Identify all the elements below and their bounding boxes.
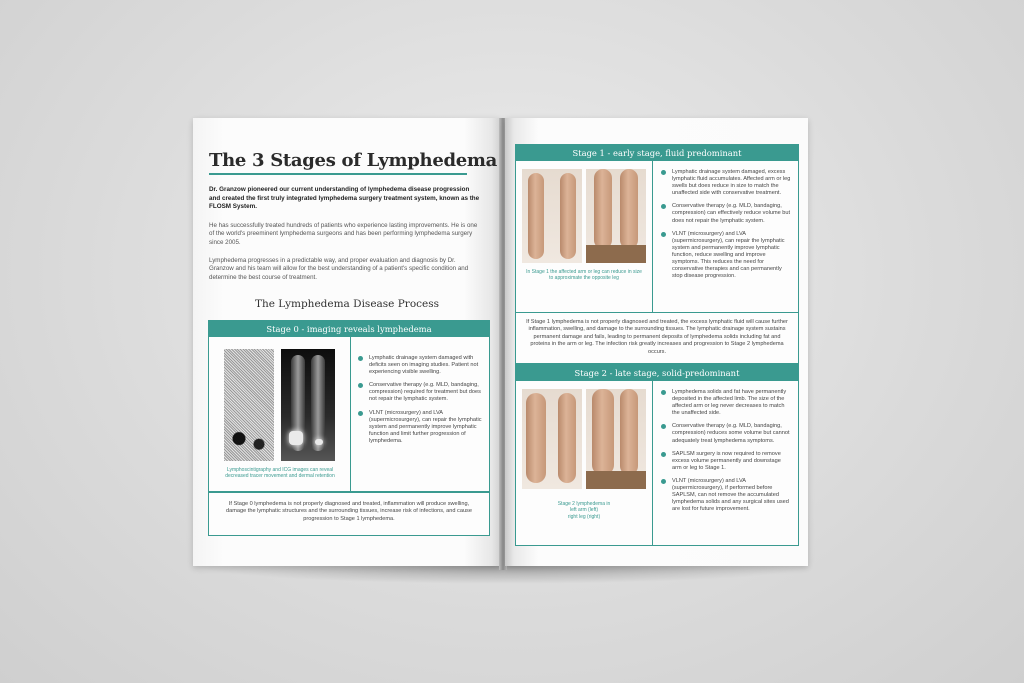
bullet-icon xyxy=(661,390,666,395)
intro-paragraph xyxy=(209,186,481,212)
bullet-icon xyxy=(661,424,666,429)
stage0-bullet: VLNT (microsurgery) and LVA (supermicrosurgery), can repair the lymphatic system and permanently improve lymphatic function and limit further progression of lymphedema. xyxy=(357,410,483,445)
stage2-bullet: Lymphedema solids and fat have permanently deposited in the affected limb. The size of the affected arm or leg never decreases to match the unaffected side. xyxy=(660,389,792,417)
bullet-icon xyxy=(358,356,363,361)
bullet-icon xyxy=(661,170,666,175)
stage0-box xyxy=(208,320,490,492)
stage2-caption-line1: Stage 2 lymphedema in xyxy=(557,501,611,507)
stage2-caption-line2: left arm (left) xyxy=(569,507,599,514)
flosm-link[interactable]: FLOSM System xyxy=(209,203,256,211)
bullet-icon xyxy=(661,452,666,457)
stage2-leg-photo xyxy=(586,389,646,489)
stage2-images xyxy=(516,381,653,545)
stage2-bullet: SAPLSM surgery is now required to remove excess volume permanently and downstage arm or leg to Stage 1. xyxy=(660,451,792,472)
stage0-bullet: Conservative therapy (e.g. MLD, bandaging, compression) required for treatment but does not repair the lymphatic system. xyxy=(357,382,483,403)
bullet-icon xyxy=(661,479,666,484)
stage1-bullet: Lymphatic drainage system damaged, excess lymphatic fluid accumulates. Affected arm or leg swells but does reduce in size to match the unaffected side with conservative treatment. xyxy=(660,169,792,197)
intro-end: . xyxy=(255,203,257,211)
stage1-leg-photo xyxy=(586,169,646,263)
stage1-note: If Stage 1 lymphedema is not properly diagnosed and treated, the excess lymphatic fluid will cause further inflammation, swelling, and damage to the surrounding tissues. The lymphatic drainage system sustains permanent damage and fails, leading to permanent deposits of lymphedema solids including fat and proteins in the arm or leg. The infection risk greatly increases and progression to Stage 2 lymphedema occurs. xyxy=(526,319,788,355)
stage2-box xyxy=(515,364,799,546)
stage2-header: Stage 2 - late stage, solid-predominant xyxy=(516,365,798,381)
stage2-bullets xyxy=(660,389,792,519)
paragraph-2: Lymphedema progresses in a predictable way, and proper evaluation and diagnosis by Dr. Granzow and his team will allow for the best understanding of a patient's specific condition and determine the best course of treatment. xyxy=(209,257,469,281)
stage1-bullet: Conservative therapy (e.g. MLD, bandaging, compression) can effectively reduce volume but does not repair the lymphatic system. xyxy=(660,203,792,224)
lymphoscintigraphy-image xyxy=(224,349,274,461)
stage1-bullet: VLNT (microsurgery) and LVA (supermicrosurgery), can repair the lymphatic system and permanently improve lymphatic function, reduce swelling and improve symptoms. This reduces the need for conservative therapies and can permanently stop disease progression. xyxy=(660,231,792,281)
stage1-caption: In Stage 1 the affected arm or leg can reduce in size to approximate the opposite leg xyxy=(526,269,642,282)
stage1-images xyxy=(516,161,653,313)
bullet-icon xyxy=(661,232,666,237)
stage0-note: If Stage 0 lymphedema is not properly diagnosed and treated, inflammation will produce swelling, damage the lymphatic structures and the surrounding tissues, increase risk of infections, and cause progression to Stage 1 lymphedema. xyxy=(226,501,472,522)
right-page xyxy=(505,118,808,566)
title-underline xyxy=(209,173,467,175)
stage0-bullet: Lymphatic drainage system damaged with deficits seen on imaging studies. Patient not experiencing visible swelling. xyxy=(357,355,483,376)
stage1-bullets xyxy=(660,169,792,286)
stage2-caption xyxy=(536,501,632,520)
stage2-arm-photo xyxy=(522,389,582,489)
intro-text: Dr. Granzow pioneered our current understanding of lymphedema disease progression and created the first truly integrated lymphedema surgery treatment system, known as the xyxy=(209,186,480,202)
stage0-header: Stage 0 - imaging reveals lymphedema xyxy=(209,321,489,337)
section-heading: The Lymphedema Disease Process xyxy=(254,298,440,310)
stage2-bullet: VLNT (microsurgery) and LVA (supermicrosurgery), if performed before SAPLSM, can not remove the accumulated lymphedema solids and any surgical sites used are lost for future improvement. xyxy=(660,478,792,513)
stage0-caption: Lymphoscintigraphy and ICG images can reveal decreased tracer movement and dermal retention xyxy=(225,467,335,480)
bullet-icon xyxy=(358,411,363,416)
stage0-images xyxy=(209,337,351,491)
stage2-caption-line3: right leg (right) xyxy=(567,513,601,520)
page-title: The 3 Stages of Lymphedema xyxy=(209,150,498,171)
left-page xyxy=(193,118,501,566)
stage1-box xyxy=(515,144,799,314)
paragraph-1: He has successfully treated hundreds of patients who experience lasting improvements. He is one of the world's preeminent lymphedema surgeons and has been performing lymphedema surgery since 2005. xyxy=(209,222,478,246)
stage2-bullet: Conservative therapy (e.g. MLD, bandaging, compression) reduces some volume but cannot adequately treat lymphedema symptoms. xyxy=(660,423,792,444)
stage1-header: Stage 1 - early stage, fluid predominant xyxy=(516,145,798,161)
bullet-icon xyxy=(358,383,363,388)
stage0-bullets xyxy=(357,355,483,451)
stage1-note-box xyxy=(515,312,799,364)
stage0-note-box xyxy=(208,492,490,536)
bullet-icon xyxy=(661,204,666,209)
stage1-arm-photo xyxy=(522,169,582,263)
icg-image xyxy=(281,349,335,461)
